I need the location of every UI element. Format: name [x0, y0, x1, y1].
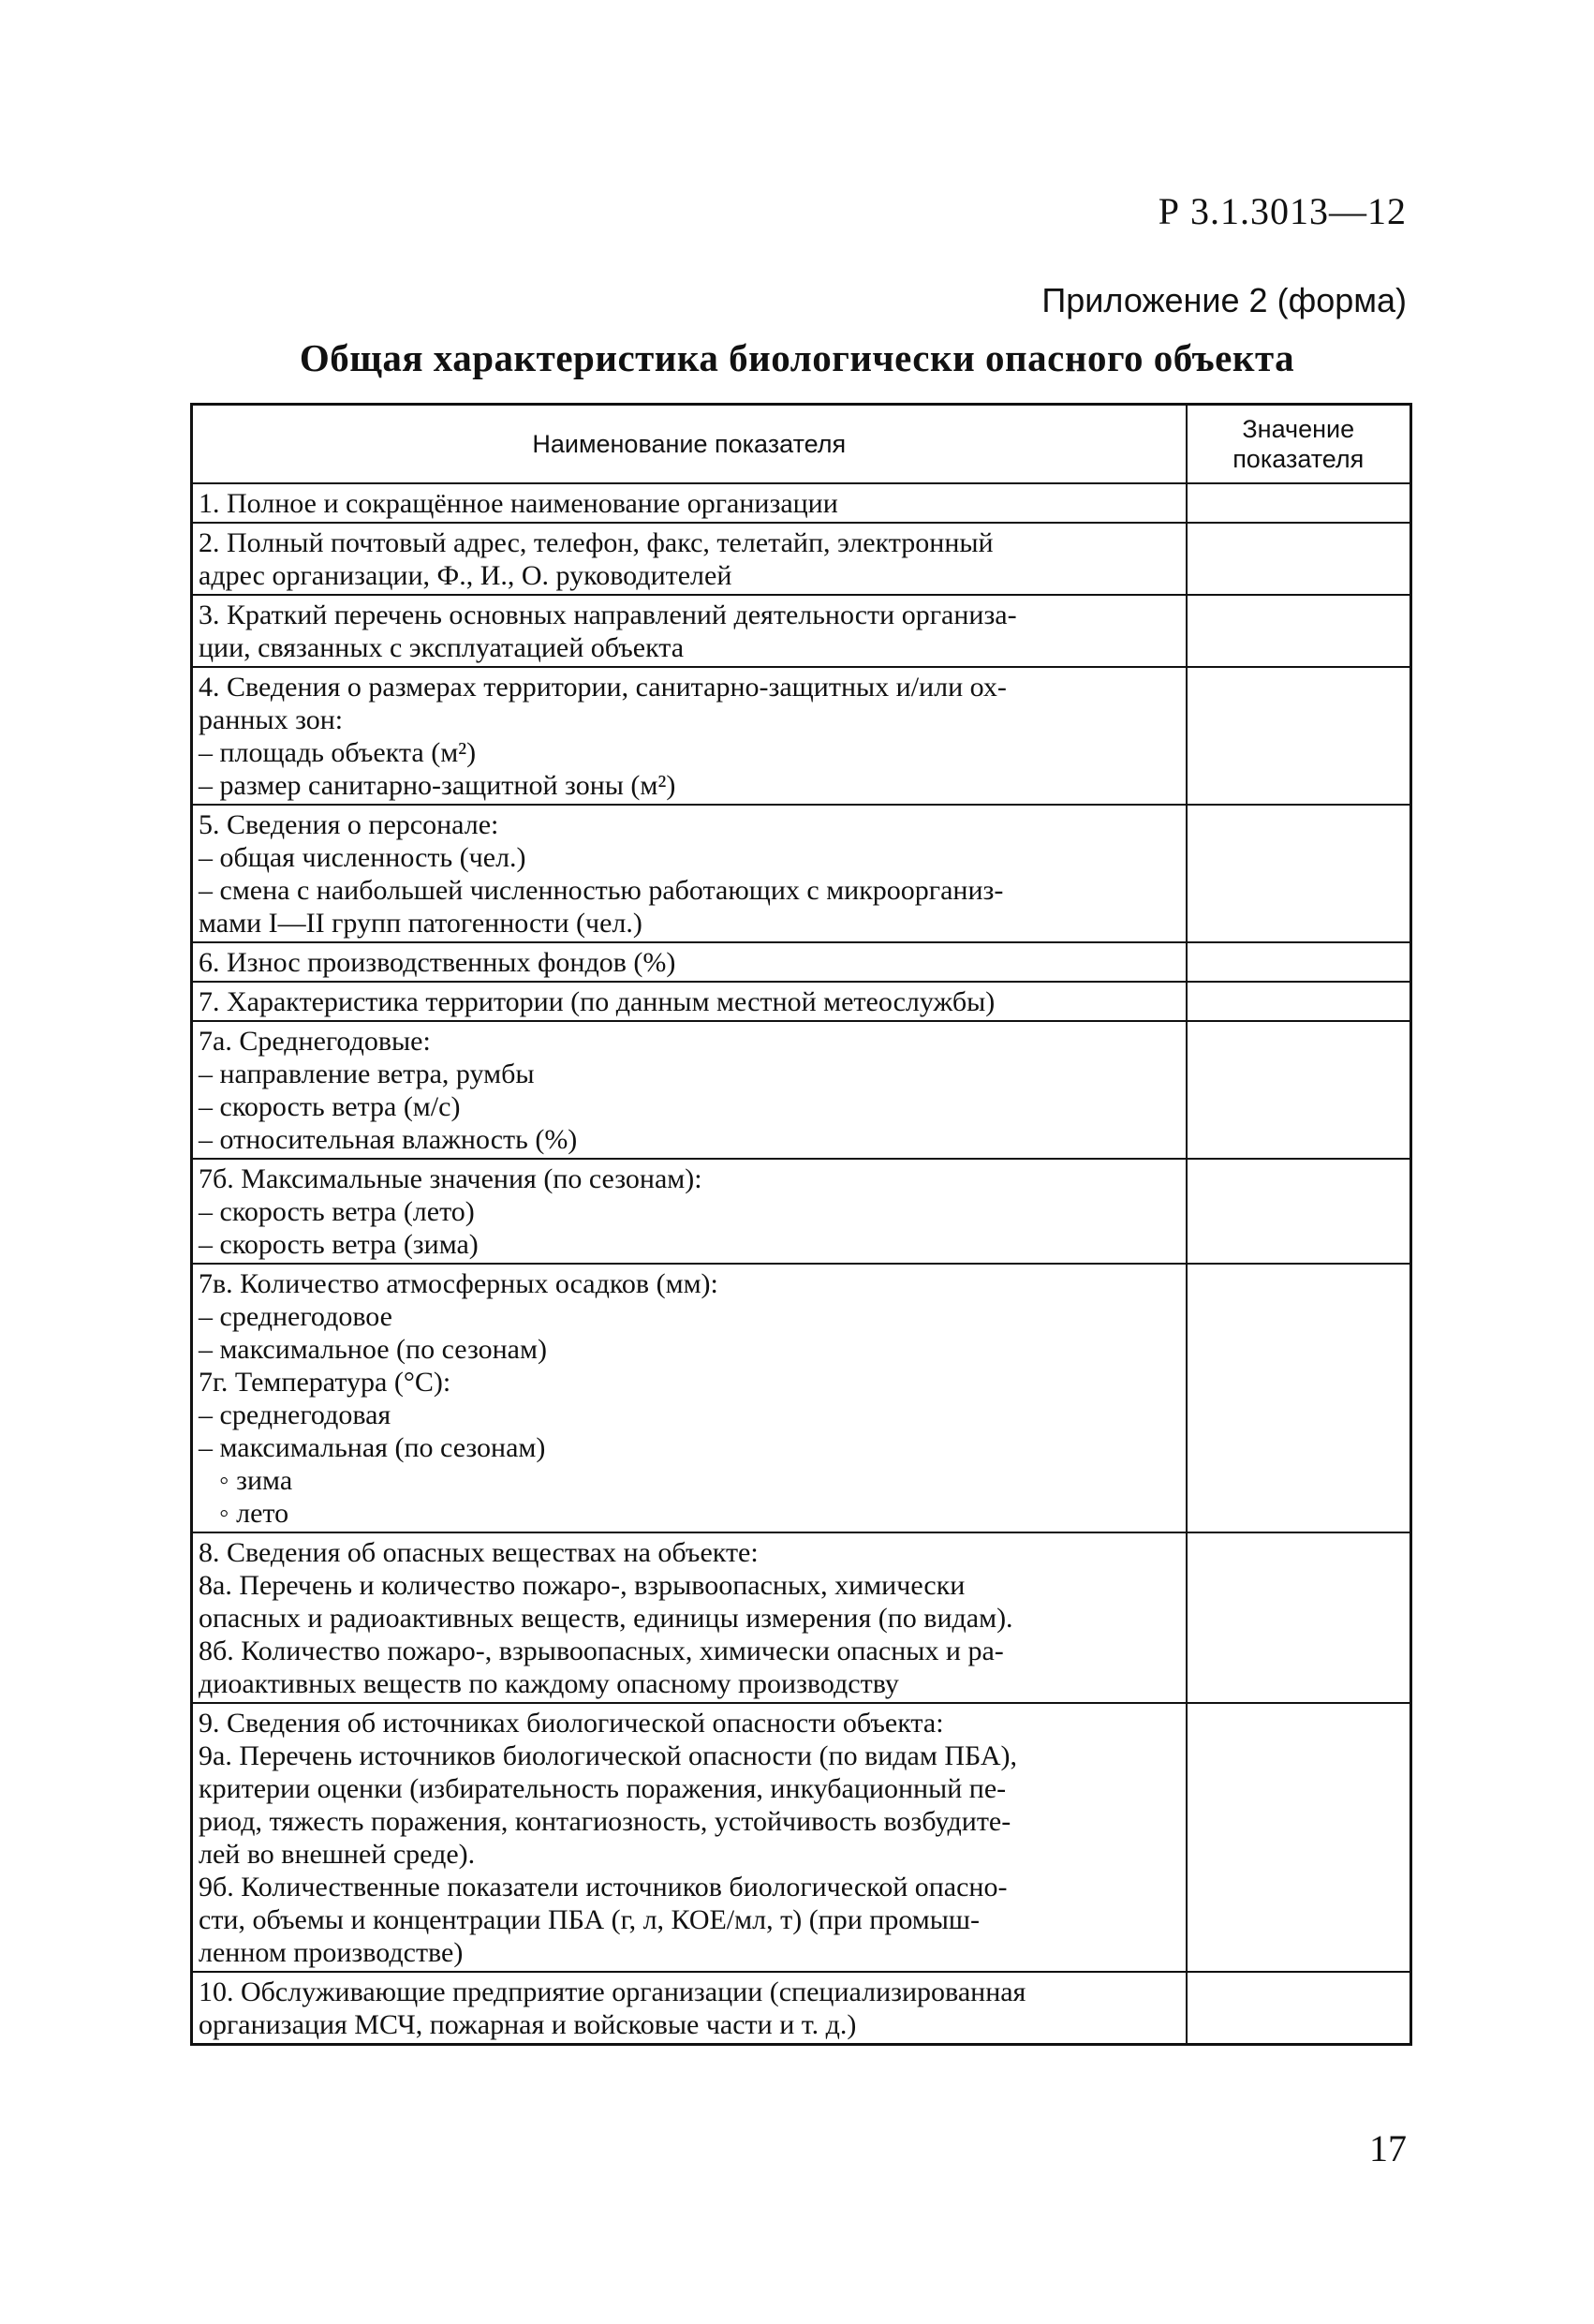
table-row: [192, 942, 1411, 982]
indicator-line: мами I—II групп патогенности (чел.): [199, 908, 642, 939]
page-number: 17: [1369, 2127, 1407, 2169]
indicator-line: – общая численность (чел.): [199, 842, 526, 873]
value-cell[interactable]: [1187, 1972, 1411, 2045]
indicator-line: 3. Краткий перечень основных направлений деятельности организа-: [199, 600, 1017, 630]
value-cell[interactable]: [1187, 1159, 1411, 1264]
indicator-line: диоактивных веществ по каждому опасному производству: [199, 1668, 899, 1699]
value-cell[interactable]: [1187, 1703, 1411, 1972]
indicator-line: 7. Характеристика территории (по данным местной метеослужбы): [199, 986, 996, 1017]
indicator-line: сти, объемы и концентрации ПБА (г, л, КОЕ/мл, т) (при промыш-: [199, 1904, 981, 1935]
indicator-name-cell: [192, 1264, 1187, 1532]
indicator-name-cell: [192, 982, 1187, 1021]
table-row: [192, 982, 1411, 1021]
indicator-line: – смена с наибольшей численностью работающих с микроорганиз-: [199, 875, 1004, 906]
indicator-table: [190, 403, 1412, 2046]
indicator-line: – максимальное (по сезонам): [199, 1334, 547, 1365]
indicator-line: – размер санитарно-защитной зоны (м²): [199, 770, 676, 801]
table-row: [192, 1159, 1411, 1264]
column-header-value: [1187, 405, 1411, 484]
indicator-name-cell: [192, 667, 1187, 805]
value-cell[interactable]: [1187, 483, 1411, 523]
indicator-line: 7а. Среднегодовые:: [199, 1026, 431, 1057]
table-row: [192, 523, 1411, 595]
indicator-line: риод, тяжесть поражения, контагиозность, устойчивость возбудите-: [199, 1806, 1011, 1837]
document-code: Р 3.1.3013—12: [1158, 190, 1407, 232]
table-row: [192, 1972, 1411, 2045]
indicator-line: 5. Сведения о персонале:: [199, 809, 499, 840]
value-cell[interactable]: [1187, 1021, 1411, 1159]
indicator-line: – скорость ветра (зима): [199, 1229, 479, 1260]
value-cell[interactable]: [1187, 667, 1411, 805]
indicator-name-cell: [192, 805, 1187, 942]
column-header-name: Наименование показателя: [192, 405, 1187, 484]
indicator-line: 7г. Температура (°С):: [199, 1367, 451, 1398]
appendix-label: Приложение 2 (форма): [1041, 281, 1407, 319]
table-header-row: [192, 405, 1411, 484]
indicator-line: 8. Сведения об опасных веществах на объекте:: [199, 1537, 759, 1568]
indicator-line: ленном производстве): [199, 1937, 464, 1968]
indicator-line: – среднегодовая: [199, 1399, 391, 1430]
page-title: Общая характеристика биологически опасного объекта: [299, 336, 1295, 379]
table-row: [192, 1703, 1411, 1972]
indicator-line: 7б. Максимальные значения (по сезонам):: [199, 1163, 702, 1194]
indicator-line: 10. Обслуживающие предприятие организации (специализированная: [199, 1976, 1026, 2007]
indicator-name-cell: [192, 483, 1187, 523]
indicator-line: – скорость ветра (м/с): [199, 1091, 461, 1122]
table-row: [192, 595, 1411, 667]
indicator-line: – среднегодовое: [199, 1301, 392, 1332]
indicator-line: критерии оценки (избирательность поражения, инкубационный пе-: [199, 1773, 1007, 1804]
indicator-line: организация МСЧ, пожарная и войсковые части и т. д.): [199, 2009, 857, 2040]
indicator-line: 2. Полный почтовый адрес, телефон, факс, телетайп, электронный: [199, 527, 994, 558]
value-cell[interactable]: [1187, 1264, 1411, 1532]
table-row: [192, 1021, 1411, 1159]
table-row: [192, 805, 1411, 942]
indicator-name-cell: [192, 1703, 1187, 1972]
indicator-name-cell: [192, 1021, 1187, 1159]
value-cell[interactable]: [1187, 942, 1411, 982]
indicator-line: – площадь объекта (м²): [199, 737, 477, 768]
indicator-line: опасных и радиоактивных веществ, единицы измерения (по видам).: [199, 1603, 1013, 1634]
indicator-line: 9. Сведения об источниках биологической опасности объекта:: [199, 1708, 944, 1739]
value-cell[interactable]: [1187, 1532, 1411, 1703]
indicator-line: – относительная влажность (%): [199, 1124, 578, 1155]
indicator-line: лей во внешней среде).: [199, 1839, 476, 1870]
value-cell[interactable]: [1187, 982, 1411, 1021]
indicator-name-cell: [192, 595, 1187, 667]
indicator-line: ◦ лето: [219, 1498, 289, 1529]
indicator-name-cell: [192, 942, 1187, 982]
indicator-line: – скорость ветра (лето): [199, 1196, 475, 1227]
value-cell[interactable]: [1187, 805, 1411, 942]
indicator-line: ранных зон:: [199, 704, 344, 735]
value-cell[interactable]: [1187, 595, 1411, 667]
indicator-line: 6. Износ производственных фондов (%): [199, 947, 676, 978]
indicator-name-cell: [192, 523, 1187, 595]
indicator-line: – направление ветра, румбы: [199, 1058, 535, 1089]
table-row: [192, 1264, 1411, 1532]
value-cell[interactable]: [1187, 523, 1411, 595]
table-row: [192, 483, 1411, 523]
indicator-line: 8б. Количество пожаро-, взрывоопасных, химически опасных и ра-: [199, 1636, 1004, 1666]
indicator-line: ции, связанных с эксплуатацией объекта: [199, 632, 685, 663]
indicator-line: 1. Полное и сокращённое наименование организации: [199, 488, 838, 519]
indicator-name-cell: [192, 1159, 1187, 1264]
column-header-value-line: показателя: [1232, 445, 1365, 473]
table-row: [192, 667, 1411, 805]
indicator-line: 7в. Количество атмосферных осадков (мм):: [199, 1268, 718, 1299]
indicator-line: 9а. Перечень источников биологической опасности (по видам ПБА),: [199, 1740, 1017, 1771]
indicator-line: – максимальная (по сезонам): [199, 1432, 546, 1463]
indicator-name-cell: [192, 1532, 1187, 1703]
indicator-name-cell: [192, 1972, 1187, 2045]
table-row: [192, 1532, 1411, 1703]
indicator-line: ◦ зима: [219, 1465, 293, 1496]
indicator-line: 9б. Количественные показатели источников биологической опасно-: [199, 1872, 1008, 1902]
column-header-value-line: Значение: [1242, 415, 1355, 443]
indicator-line: адрес организации, Ф., И., О. руководителей: [199, 560, 732, 591]
indicator-line: 8а. Перечень и количество пожаро-, взрывоопасных, химически: [199, 1570, 966, 1601]
indicator-line: 4. Сведения о размерах территории, санитарно-защитных и/или ох-: [199, 672, 1007, 703]
